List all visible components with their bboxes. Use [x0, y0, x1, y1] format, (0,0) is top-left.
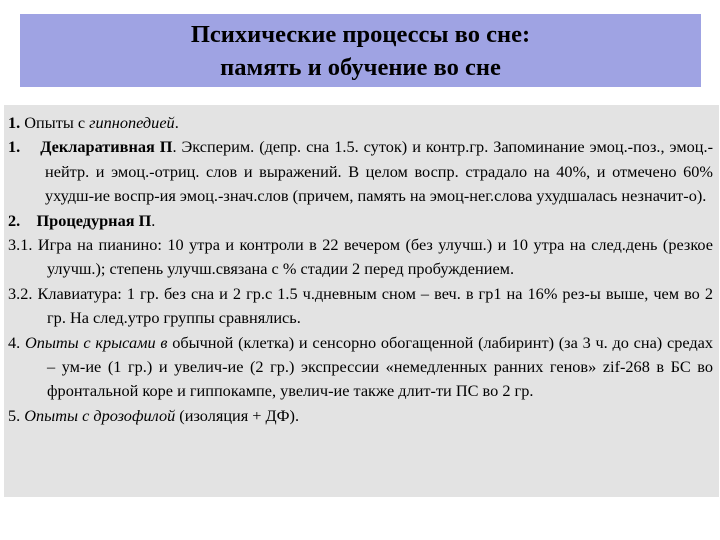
item-number: 3.2.	[8, 283, 33, 303]
item-heading: Процедурная П	[36, 210, 152, 230]
item-text: (изоляция + ДФ).	[175, 405, 300, 425]
list-item-piano	[8, 233, 713, 282]
list-item-1	[8, 111, 713, 135]
item-heading: Декларативная П	[40, 137, 173, 157]
item-text: Опыты с	[20, 113, 90, 132]
item-text: обычной (клетка) и сенсорно обогащенной (лабиринт) (за 3 ч. до сна) средах – ум-ие (1 гр.) и увелич-ие (2 гр.) экспрессии «немедленных ранних генов» zif-268 в БС во фронтальной коре и гиппокампе, увелич-ие также длит-ти ПС во 2 гр.	[47, 332, 713, 401]
item-number: 5.	[8, 405, 21, 425]
title-line-1: Психические процессы во сне:	[190, 21, 531, 48]
list-item-rats	[8, 331, 713, 404]
title-line-2: память и обучение во сне	[220, 54, 501, 81]
list-item-procedural	[8, 209, 713, 233]
item-emphasis: Опыты с крысами в	[20, 332, 168, 352]
item-text: Клавиатура: 1 гр. без сна и 2 гр.с 1.5 ч.дневным сном – веч. в гр1 на 16% рез-ы выше, чем во 2 гр. На след.утро группы сравнялись.	[32, 283, 713, 328]
item-number: 4.	[8, 332, 21, 352]
item-number: 1.	[8, 137, 21, 157]
list-item-drosophila	[8, 404, 713, 428]
item-text-end: .	[174, 113, 179, 132]
slide-title	[20, 14, 701, 87]
item-text: . Эксперим. (депр. сна 1.5. суток) и контр.гр. Запоминание эмоц.-поз., эмоц.-нейтр. и эмоц.-отриц. слов и выражений. В целом воспр. страдало на 40%, и отмечено 60% ухудш-ие воспр-ия эмоц.-знач.слов (причем, память на эмоц-нег.слова ухудшалась незначит-о).	[45, 137, 714, 206]
item-text: Игра на пианино: 10 утра и контроли в 22 вечером (без улучш.) и 10 утра на след.день (резкое улучш.); степень улучш.связана с % стадии 2 перед пробуждением.	[32, 235, 713, 279]
item-emphasis: Опыты с дрозофилой	[20, 405, 176, 425]
item-number: 2.	[8, 210, 21, 230]
item-emphasis: гипнопедией	[89, 113, 175, 132]
item-number: 3.1.	[8, 235, 33, 255]
item-number: 1.	[8, 113, 21, 132]
item-text: .	[151, 210, 156, 230]
list-item-keyboard	[8, 282, 713, 331]
list-item-declarative	[8, 135, 713, 208]
content-box	[4, 105, 719, 497]
